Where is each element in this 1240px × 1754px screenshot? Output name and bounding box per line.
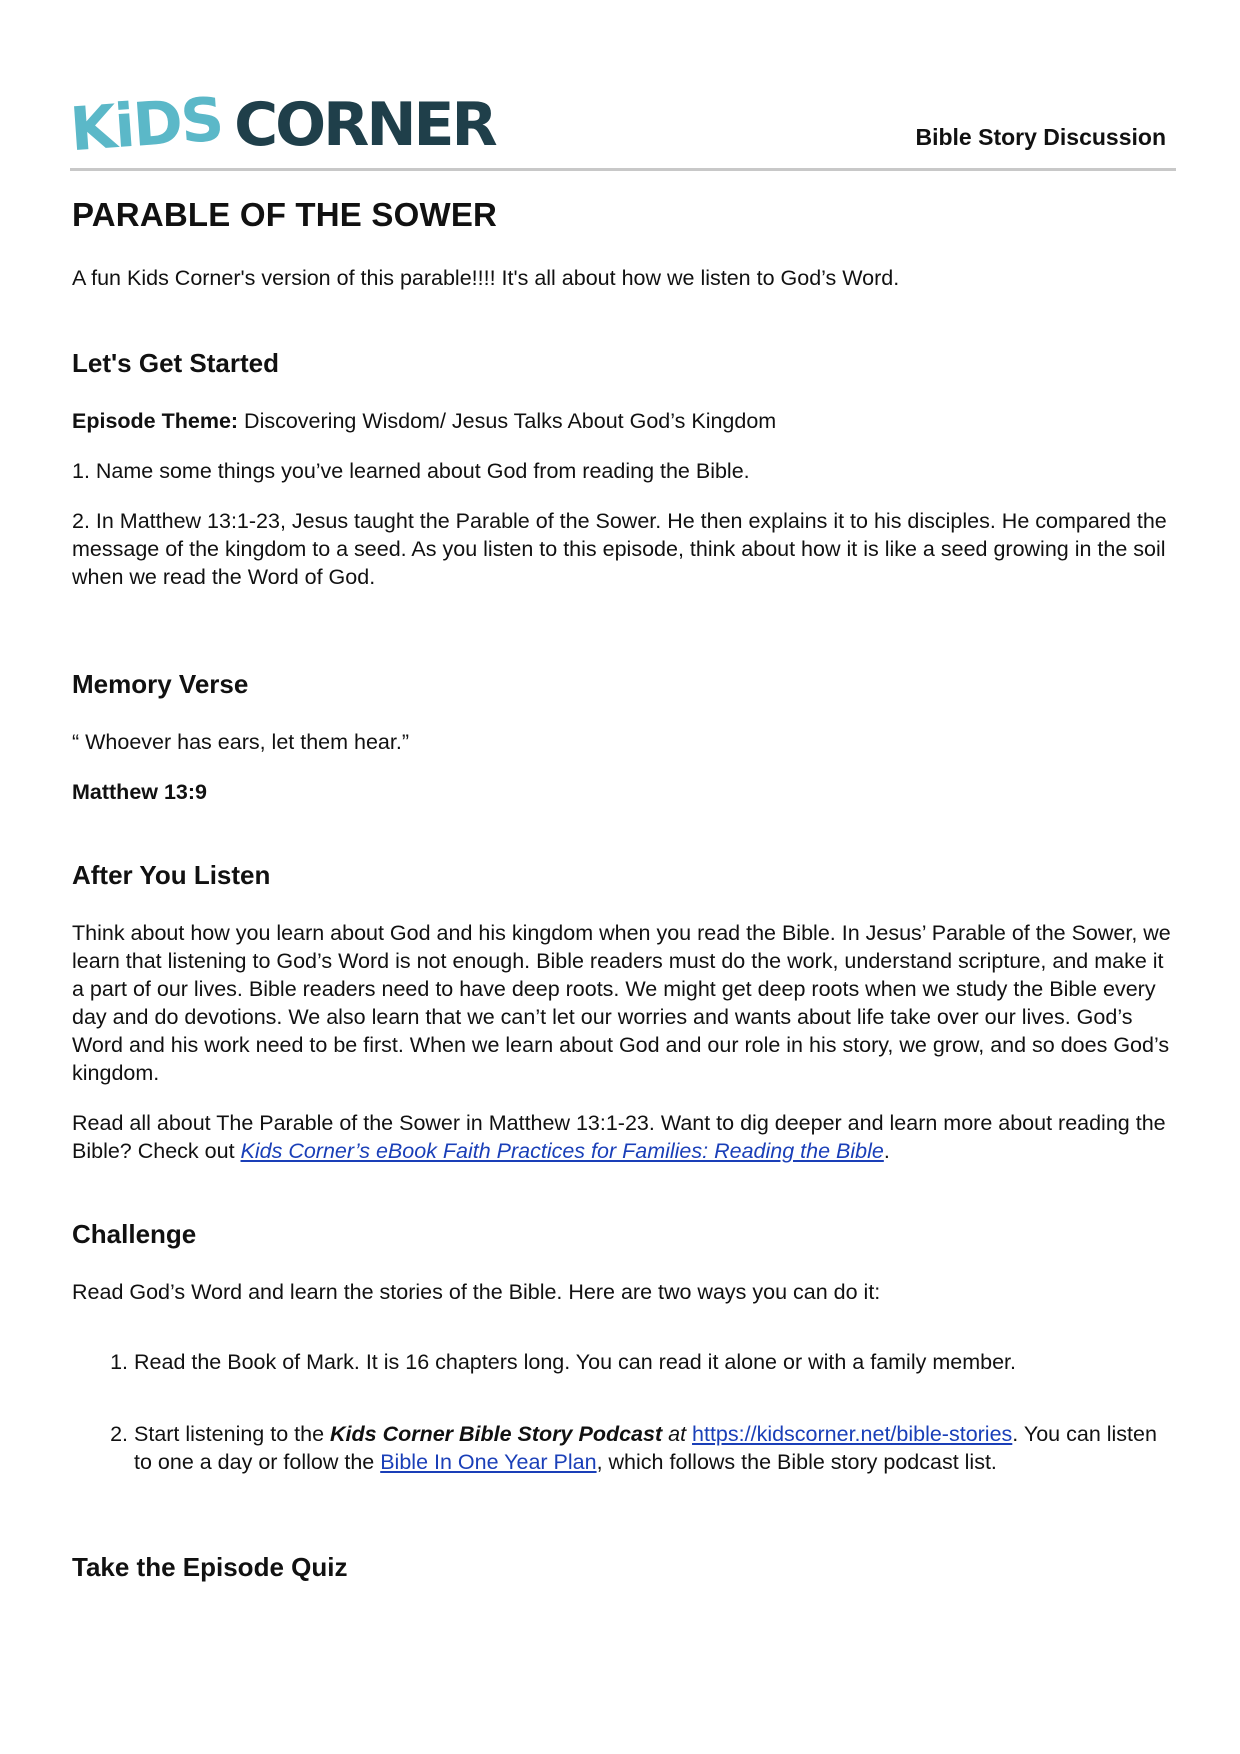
section-heading-started: Let's Get Started <box>72 348 280 378</box>
page-header <box>67 82 1176 171</box>
challenge-list <box>72 1348 1172 1476</box>
logo-kids-text: KiDS <box>67 84 225 166</box>
section-heading-memory: Memory Verse <box>72 669 249 699</box>
challenge-item-2-text: Start listening to the <box>134 1422 330 1446</box>
after-p2-text: Read all about The Parable of the Sower in Matthew 13:1-23. Want to dig deeper and learn more about reading the Bible? Check out <box>72 1111 1166 1163</box>
after-paragraph-1: Think about how you learn about God and his kingdom when you read the Bible. In Jesus’ Parable of the Sower, we learn that listening to God’s Word is not enough. Bible readers must do the work, understand scripture, and make it a part of our lives. Bible readers need to have deep roots. We might get deep roots when we study the Bible every day and do devotions. We also learn that we can’t let our worries and wants about life take over our lives. God’s Word and his work need to be first. When we learn about God and our role in his story, we grow, and so does God’s kingdom. <box>72 921 1171 1085</box>
after-p2-end: . <box>883 1139 890 1163</box>
challenge-item-2-at: at <box>662 1422 693 1446</box>
episode-theme <box>72 407 1172 435</box>
document-body <box>72 196 1172 1583</box>
section-heading-after: After You Listen <box>72 860 271 890</box>
intro-text: A fun Kids Corner's version of this parable!!!! It's all about how we listen to God’s Word. <box>72 266 900 290</box>
bible-stories-link[interactable]: https://kidscorner.net/bible-stories <box>692 1422 1013 1446</box>
challenge-item-2 <box>134 1420 1172 1476</box>
memory-verse-reference: Matthew 13:9 <box>72 780 208 804</box>
challenge-item-2-mid: . You can listen to one a day or follow the <box>134 1422 1157 1474</box>
section-heading-quiz: Take the Episode Quiz <box>72 1552 348 1582</box>
kids-corner-logo <box>67 84 495 166</box>
header-document-type: Bible Story Discussion <box>915 124 1166 150</box>
episode-theme-label: Episode Theme: <box>72 409 239 433</box>
challenge-intro: Read God’s Word and learn the stories of the Bible. Here are two ways you can do it: <box>72 1280 881 1304</box>
challenge-item-1: 1. Read the Book of Mark. It is 16 chapters long. You can read it alone or with a family member. <box>134 1348 1172 1376</box>
question-2: 2. In Matthew 13:1-23, Jesus taught the Parable of the Sower. He then explains it to his disciples. He compared the message of the kingdom to a seed. As you listen to this episode, think about how it is like a seed growing in the soil when we read the Word of God. <box>72 509 1167 589</box>
question-1: 1. Name some things you’ve learned about God from reading the Bible. <box>72 459 750 483</box>
section-heading-challenge: Challenge <box>72 1219 197 1249</box>
podcast-name: Kids Corner Bible Story Podcast <box>330 1422 663 1446</box>
bible-plan-link[interactable]: Bible In One Year Plan <box>380 1450 597 1474</box>
challenge-item-2-end: , which follows the Bible story podcast list. <box>596 1450 997 1474</box>
memory-verse: “ Whoever has ears, let them hear.” <box>72 730 409 754</box>
page-title: PARABLE OF THE SOWER <box>72 196 498 233</box>
ebook-link[interactable]: Kids Corner’s eBook Faith Practices for Families: Reading the Bible <box>240 1139 884 1163</box>
episode-theme-value: Discovering Wisdom/ Jesus Talks About God’s Kingdom <box>238 409 777 433</box>
after-paragraph-2 <box>72 1109 1172 1165</box>
logo-corner-text: CORNER <box>234 90 495 160</box>
